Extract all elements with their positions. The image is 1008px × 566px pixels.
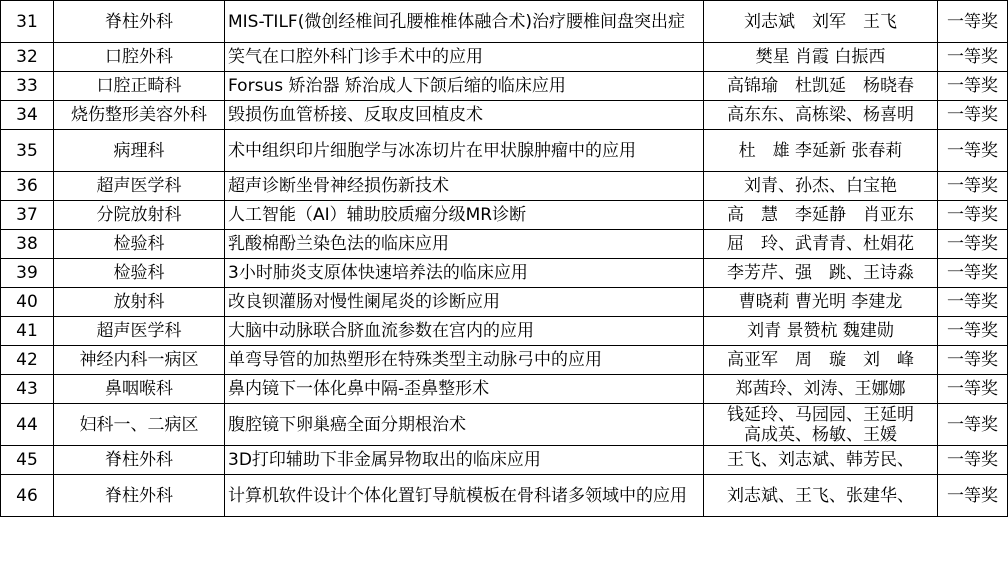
project-title: 超声诊断坐骨神经损伤新技术 <box>225 172 704 201</box>
row-number: 33 <box>1 72 54 101</box>
authors: 刘青、孙杰、白宝艳 <box>704 172 938 201</box>
department: 放射科 <box>54 288 225 317</box>
row-number: 34 <box>1 101 54 130</box>
department: 鼻咽喉科 <box>54 375 225 404</box>
authors-cell <box>704 404 938 446</box>
authors: 李芳芹、强 跳、王诗淼 <box>704 259 938 288</box>
table-row <box>1 446 1008 475</box>
award-level: 一等奖 <box>938 259 1008 288</box>
award-level: 一等奖 <box>938 72 1008 101</box>
department: 脊柱外科 <box>54 475 225 517</box>
award-level: 一等奖 <box>938 288 1008 317</box>
table-row <box>1 201 1008 230</box>
authors: 刘青 景赞杭 魏建勋 <box>704 317 938 346</box>
award-level: 一等奖 <box>938 230 1008 259</box>
authors: 高锦瑜 杜凯延 杨晓春 <box>704 72 938 101</box>
award-level: 一等奖 <box>938 101 1008 130</box>
table-row <box>1 375 1008 404</box>
authors: 刘志斌 刘军 王飞 <box>704 1 938 43</box>
award-level: 一等奖 <box>938 446 1008 475</box>
project-title: Forsus 矫治器 矫治成人下颌后缩的临床应用 <box>225 72 704 101</box>
award-level: 一等奖 <box>938 404 1008 446</box>
authors: 曹晓莉 曹光明 李建龙 <box>704 288 938 317</box>
row-number: 36 <box>1 172 54 201</box>
award-level: 一等奖 <box>938 475 1008 517</box>
row-number: 46 <box>1 475 54 517</box>
table-row <box>1 288 1008 317</box>
department: 检验科 <box>54 230 225 259</box>
authors-line-2: 高成英、杨敏、王媛 <box>744 424 897 445</box>
department: 口腔外科 <box>54 43 225 72</box>
project-title: 改良钡灌肠对慢性阑尾炎的诊断应用 <box>225 288 704 317</box>
authors: 高 慧 李延静 肖亚东 <box>704 201 938 230</box>
row-number: 35 <box>1 130 54 172</box>
table-row <box>1 130 1008 172</box>
project-title: 单弯导管的加热塑形在特殊类型主动脉弓中的应用 <box>225 346 704 375</box>
project-title: 毁损伤血管桥接、反取皮回植皮术 <box>225 101 704 130</box>
department: 超声医学科 <box>54 317 225 346</box>
table-row <box>1 404 1008 446</box>
department: 脊柱外科 <box>54 446 225 475</box>
award-level: 一等奖 <box>938 375 1008 404</box>
project-title: MIS-TILF(微创经椎间孔腰椎椎体融合术)治疗腰椎间盘突出症 <box>225 1 704 43</box>
award-level: 一等奖 <box>938 317 1008 346</box>
authors: 郑茜玲、刘涛、王娜娜 <box>704 375 938 404</box>
award-level: 一等奖 <box>938 1 1008 43</box>
row-number: 31 <box>1 1 54 43</box>
row-number: 32 <box>1 43 54 72</box>
table-row <box>1 172 1008 201</box>
row-number: 43 <box>1 375 54 404</box>
authors: 杜 雄 李延新 张春莉 <box>704 130 938 172</box>
department: 超声医学科 <box>54 172 225 201</box>
department: 神经内科一病区 <box>54 346 225 375</box>
award-level: 一等奖 <box>938 201 1008 230</box>
authors: 樊星 肖霞 白振西 <box>704 43 938 72</box>
award-level: 一等奖 <box>938 43 1008 72</box>
row-number: 37 <box>1 201 54 230</box>
row-number: 41 <box>1 317 54 346</box>
authors: 屈 玲、武青青、杜娟花 <box>704 230 938 259</box>
authors-line-1: 钱延玲、马园园、王延明 <box>727 404 914 425</box>
row-number: 39 <box>1 259 54 288</box>
award-level: 一等奖 <box>938 346 1008 375</box>
authors: 高亚军 周 璇 刘 峰 <box>704 346 938 375</box>
table-row <box>1 101 1008 130</box>
table-row <box>1 259 1008 288</box>
department: 口腔正畸科 <box>54 72 225 101</box>
project-title: 人工智能（AI）辅助胶质瘤分级MR诊断 <box>225 201 704 230</box>
project-title: 大脑中动脉联合脐血流参数在宫内的应用 <box>225 317 704 346</box>
table-row <box>1 346 1008 375</box>
table-row <box>1 230 1008 259</box>
award-level: 一等奖 <box>938 130 1008 172</box>
row-number: 42 <box>1 346 54 375</box>
project-title: 计算机软件设计个体化置钉导航模板在骨科诸多领域中的应用 <box>225 475 704 517</box>
award-level: 一等奖 <box>938 172 1008 201</box>
row-number: 38 <box>1 230 54 259</box>
project-title: 腹腔镜下卵巢癌全面分期根治术 <box>225 404 704 446</box>
department: 烧伤整形美容外科 <box>54 101 225 130</box>
table-row <box>1 475 1008 517</box>
department: 妇科一、二病区 <box>54 404 225 446</box>
project-title: 鼻内镜下一体化鼻中隔-歪鼻整形术 <box>225 375 704 404</box>
project-title: 3小时肺炎支原体快速培养法的临床应用 <box>225 259 704 288</box>
row-number: 44 <box>1 404 54 446</box>
department: 检验科 <box>54 259 225 288</box>
authors: 刘志斌、王飞、张建华、 <box>704 475 938 517</box>
project-title: 术中组织印片细胞学与冰冻切片在甲状腺肿瘤中的应用 <box>225 130 704 172</box>
row-number: 45 <box>1 446 54 475</box>
row-number: 40 <box>1 288 54 317</box>
table-row <box>1 1 1008 43</box>
department: 分院放射科 <box>54 201 225 230</box>
authors: 高东东、高栋梁、杨喜明 <box>704 101 938 130</box>
table-row <box>1 72 1008 101</box>
project-title: 乳酸棉酚兰染色法的临床应用 <box>225 230 704 259</box>
department: 脊柱外科 <box>54 1 225 43</box>
project-title: 笑气在口腔外科门诊手术中的应用 <box>225 43 704 72</box>
table-row <box>1 317 1008 346</box>
table-row <box>1 43 1008 72</box>
project-title: 3D打印辅助下非金属异物取出的临床应用 <box>225 446 704 475</box>
authors: 王飞、刘志斌、韩芳民、 <box>704 446 938 475</box>
department: 病理科 <box>54 130 225 172</box>
